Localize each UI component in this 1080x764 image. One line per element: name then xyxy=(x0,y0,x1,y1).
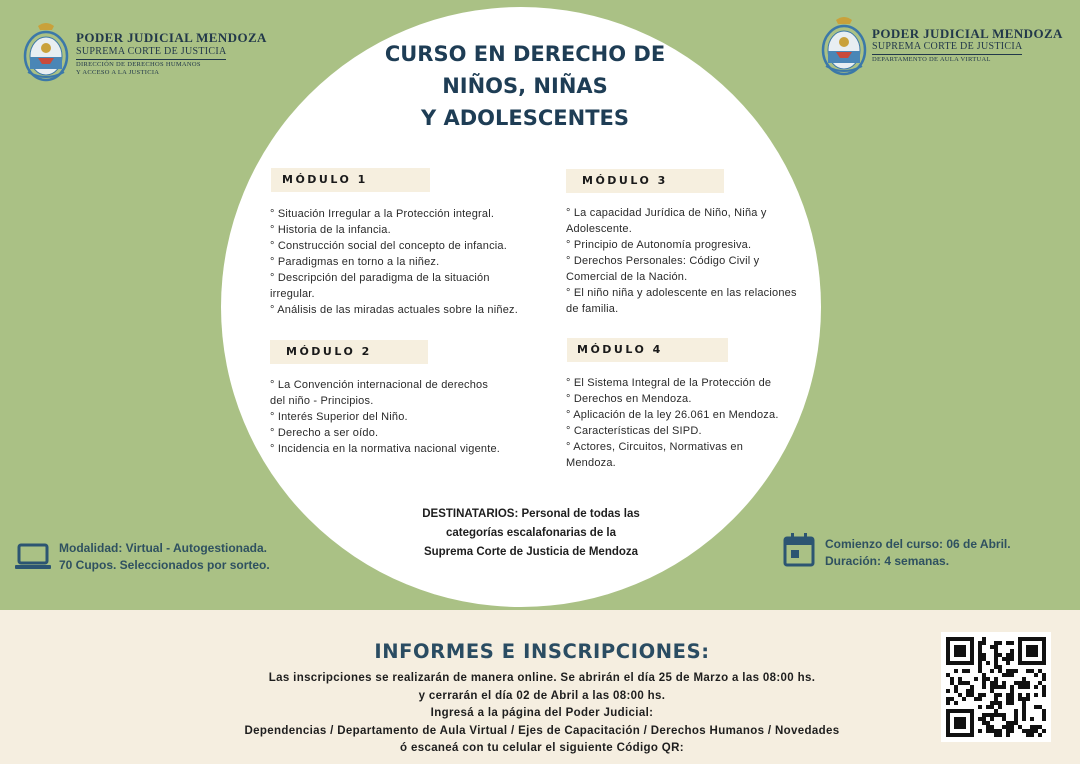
list-item: ° Derecho a ser oído. xyxy=(270,427,379,439)
course-title-line2: NIÑOS, NIÑAS xyxy=(442,74,608,98)
laptop-icon xyxy=(15,543,51,571)
info-line: y cerrarán el día 02 de Abril a las 08:00 hs. xyxy=(418,689,666,702)
modality-info xyxy=(59,540,270,574)
schedule-duration: Duración: 4 semanas. xyxy=(825,554,950,568)
list-item: ° Interés Superior del Niño. xyxy=(270,411,408,423)
list-item: ° El niño niña y adolescente en las relaciones xyxy=(566,287,797,299)
list-item: ° Descripción del paradigma de la situación xyxy=(270,272,490,284)
modality-line1: Modalidad: Virtual - Autogestionada. xyxy=(59,541,268,555)
logo-left-divider xyxy=(76,59,226,60)
list-item: ° Principio de Autonomía progresiva. xyxy=(566,239,752,251)
module-3-label: MÓDULO 3 xyxy=(566,169,724,193)
destinatarios-line1 xyxy=(380,505,682,524)
logo-right-divider xyxy=(872,54,1022,55)
module-4-content xyxy=(566,375,779,471)
info-text xyxy=(180,670,904,758)
list-item: ° Características del SIPD. xyxy=(566,425,702,437)
qr-code-icon xyxy=(941,632,1051,742)
list-item: Adolescente. xyxy=(566,223,632,235)
info-line: Las inscripciones se realizarán de manera online. Se abrirán el día 25 de Marzo a las 08:00 hs. xyxy=(268,672,816,684)
list-item: ° Derechos en Mendoza. xyxy=(566,393,692,405)
logo-right-dept-line1: DEPARTAMENTO DE AULA VIRTUAL xyxy=(872,56,991,63)
list-item: ° Incidencia en la normativa nacional vigente. xyxy=(270,443,501,455)
course-title-line1: CURSO EN DERECHO DE xyxy=(384,42,666,66)
coat-of-arms-icon xyxy=(22,20,70,82)
qr-code[interactable] xyxy=(941,632,1051,742)
destinatarios-line3: Suprema Corte de Justicia de Mendoza xyxy=(423,546,639,558)
schedule-start: Comienzo del curso: 06 de Abril. xyxy=(825,537,1011,551)
module-4-label: MÓDULO 4 xyxy=(567,338,728,362)
list-item: Comercial de la Nación. xyxy=(566,271,688,283)
list-item: ° La Convención internacional de derechos xyxy=(270,379,489,391)
list-item: ° Construcción social del concepto de infancia. xyxy=(270,240,507,252)
module-3-content xyxy=(566,205,797,317)
destinatarios-label: DESTINATARIOS: xyxy=(422,508,519,520)
modality-line2: 70 Cupos. Seleccionados por sorteo. xyxy=(59,558,270,572)
schedule-info xyxy=(825,536,1011,570)
logo-left-name: PODER JUDICIAL MENDOZA xyxy=(76,30,267,45)
info-line: Ingresá a la página del Poder Judicial: xyxy=(430,707,654,719)
list-item: irregular. xyxy=(270,288,315,300)
logo-left xyxy=(22,20,282,84)
info-line: Dependencias / Departamento de Aula Virtual / Ejes de Capacitación / Derechos Humanos / Novedades xyxy=(244,724,840,737)
logo-left-subtitle: SUPREMA CORTE DE JUSTICIA xyxy=(76,46,227,57)
destinatarios xyxy=(380,505,682,562)
list-item: ° Aplicación de la ley 26.061 en Mendoza. xyxy=(566,409,779,421)
coat-of-arms-icon xyxy=(820,14,868,76)
module-2-label: MÓDULO 2 xyxy=(270,340,428,364)
info-line: ó escaneá con tu celular el siguiente Código QR: xyxy=(400,742,684,754)
destinatarios-line2: categorías escalafonarias de la xyxy=(445,527,617,539)
list-item: ° Análisis de las miradas actuales sobre la niñez. xyxy=(270,304,518,316)
course-title-line3: Y ADOLESCENTES xyxy=(420,106,630,130)
destinatarios-text1: Personal de todas las xyxy=(521,508,640,520)
module-1-label: MÓDULO 1 xyxy=(271,168,430,192)
list-item: ° Derechos Personales: Código Civil y xyxy=(566,255,760,267)
list-item: ° Historia de la infancia. xyxy=(270,224,391,236)
calendar-icon xyxy=(783,533,815,567)
list-item: de familia. xyxy=(566,303,619,315)
module-1-content xyxy=(270,206,518,318)
list-item: ° Situación Irregular a la Protección integral. xyxy=(270,208,495,220)
logo-left-dept-line1: DIRECCIÓN DE DERECHOS HUMANOS xyxy=(76,61,201,68)
course-title xyxy=(330,38,720,134)
list-item: ° La capacidad Jurídica de Niño, Niña y xyxy=(566,207,767,219)
list-item: del niño - Principios. xyxy=(270,395,374,407)
logo-left-dept-line2: Y ACCESO A LA JUSTICIA xyxy=(76,69,160,76)
list-item: ° El Sistema Integral de la Protección de xyxy=(566,377,772,389)
list-item: Mendoza. xyxy=(566,457,616,469)
logo-right xyxy=(820,14,1070,78)
logo-right-subtitle: SUPREMA CORTE DE JUSTICIA xyxy=(872,41,1023,52)
list-item: ° Actores, Circuitos, Normativas en xyxy=(566,441,744,453)
module-2-content xyxy=(270,377,500,457)
logo-right-name: PODER JUDICIAL MENDOZA xyxy=(872,26,1063,41)
info-title: INFORMES E INSCRIPCIONES: xyxy=(374,640,710,663)
list-item: ° Paradigmas en torno a la niñez. xyxy=(270,256,440,268)
